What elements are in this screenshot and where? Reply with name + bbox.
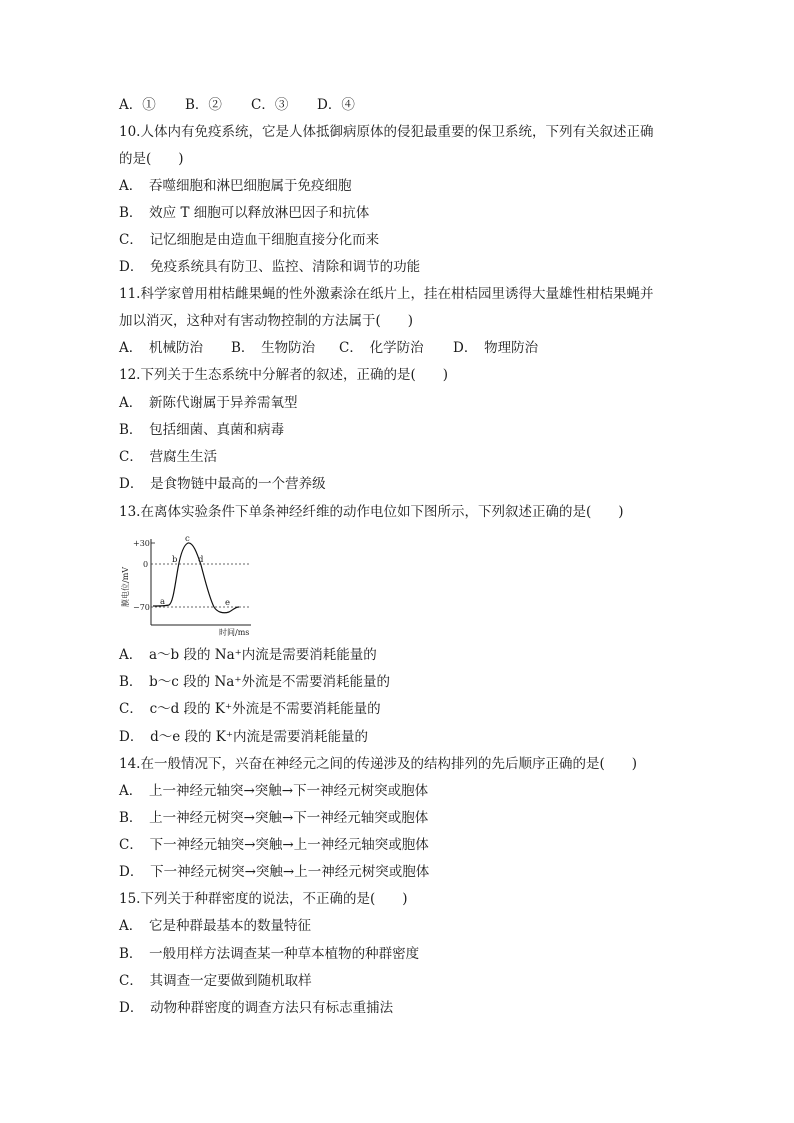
q11-option-c: C． 化学防治	[339, 340, 424, 356]
tick-label-zero: 0	[143, 560, 149, 569]
q12-stem: 12.下列关于生态系统中分解者的叙述，正确的是( )	[119, 367, 449, 383]
q9-option-d: D．④	[317, 97, 355, 113]
x-axis-label: 时间/ms	[219, 628, 250, 637]
q13-stem: 13.在离体实验条件下单条神经纤维的动作电位如下图所示，下列叙述正确的是( )	[119, 504, 624, 520]
q10-stem-line1: 10.人体内有免疫系统，它是人体抵御病原体的侵犯最重要的保卫系统，下列有关叙述正确	[119, 124, 654, 140]
point-a: a	[160, 597, 166, 607]
q15-option-a: A． 它是种群最基本的数量特征	[119, 918, 311, 934]
q11-option-b: B． 生物防治	[231, 340, 316, 356]
q11-option-a: A． 机械防治	[119, 340, 203, 356]
q9-option-a: A．①	[119, 97, 156, 113]
q15-option-c: C． 其调查一定要做到随机取样	[119, 973, 312, 989]
q13-option-c: C． c～d 段的 K⁺外流是不需要消耗能量的	[119, 701, 381, 717]
q13-option-d: D． d～e 段的 K⁺内流是需要消耗能量的	[119, 729, 368, 745]
q10-option-b: B． 效应 T 细胞可以释放淋巴因子和抗体	[119, 205, 370, 221]
q14-option-d: D． 下一神经元树突→突触→上一神经元树突或胞体	[119, 864, 430, 880]
q11-stem-line2: 加以消灭，这种对有害动物控制的方法属于( )	[119, 313, 414, 329]
q10-option-d: D． 免疫系统具有防卫、监控、清除和调节的功能	[119, 259, 421, 275]
point-b: b	[172, 555, 178, 565]
q15-stem: 15.下列关于种群密度的说法，不正确的是( )	[119, 891, 408, 907]
q12-option-b: B． 包括细菌、真菌和病毒	[119, 422, 285, 438]
q14-stem: 14.在一般情况下，兴奋在神经元之间的传递涉及的结构排列的先后顺序正确的是( )	[119, 756, 638, 772]
tick-label-plus30: +30	[133, 539, 150, 548]
tick-label-minus70: −70	[133, 603, 150, 612]
q9-options	[119, 95, 383, 115]
action-potential-graph	[119, 535, 259, 641]
point-c: c	[185, 535, 190, 544]
q10-option-a: A． 吞噬细胞和淋巴细胞属于免疫细胞	[119, 178, 352, 194]
q12-option-d: D． 是食物链中最高的一个营养级	[119, 476, 326, 492]
q10-option-c: C． 记忆细胞是由造血干细胞直接分化而来	[119, 232, 380, 248]
q14-option-a: A． 上一神经元轴突→突触→下一神经元树突或胞体	[119, 783, 429, 799]
q15-option-b: B． 一般用样方法调查某一种草本植物的种群密度	[119, 946, 420, 962]
q14-option-b: B． 上一神经元树突→突触→下一神经元轴突或胞体	[119, 810, 429, 826]
q9-option-b: B．②	[185, 97, 222, 113]
q12-option-c: C． 营腐生生活	[119, 449, 218, 465]
q11-options	[119, 338, 563, 358]
q15-option-d: D． 动物种群密度的调查方法只有标志重捕法	[119, 1000, 394, 1016]
y-axis-label: 膜电位/mV	[121, 566, 130, 607]
q13-option-a: A． a～b 段的 Na⁺内流是需要消耗能量的	[119, 647, 377, 663]
q11-option-d: D． 物理防治	[453, 340, 539, 356]
q14-option-c: C． 下一神经元轴突→突触→上一神经元轴突或胞体	[119, 837, 429, 853]
point-d: d	[198, 555, 204, 565]
action-potential-figure	[119, 535, 259, 641]
q10-stem-line2: 的是( )	[119, 151, 184, 167]
q11-stem-line1: 11.科学家曾用柑桔雌果蝇的性外激素涂在纸片上，挂在柑桔园里诱得大量雄性柑桔果蝇并	[119, 286, 654, 302]
q13-option-b: B． b～c 段的 Na⁺外流是不需要消耗能量的	[119, 674, 390, 690]
q9-option-c: C．③	[251, 97, 289, 113]
point-e: e	[225, 598, 231, 608]
q12-option-a: A． 新陈代谢属于异养需氧型	[119, 395, 298, 411]
